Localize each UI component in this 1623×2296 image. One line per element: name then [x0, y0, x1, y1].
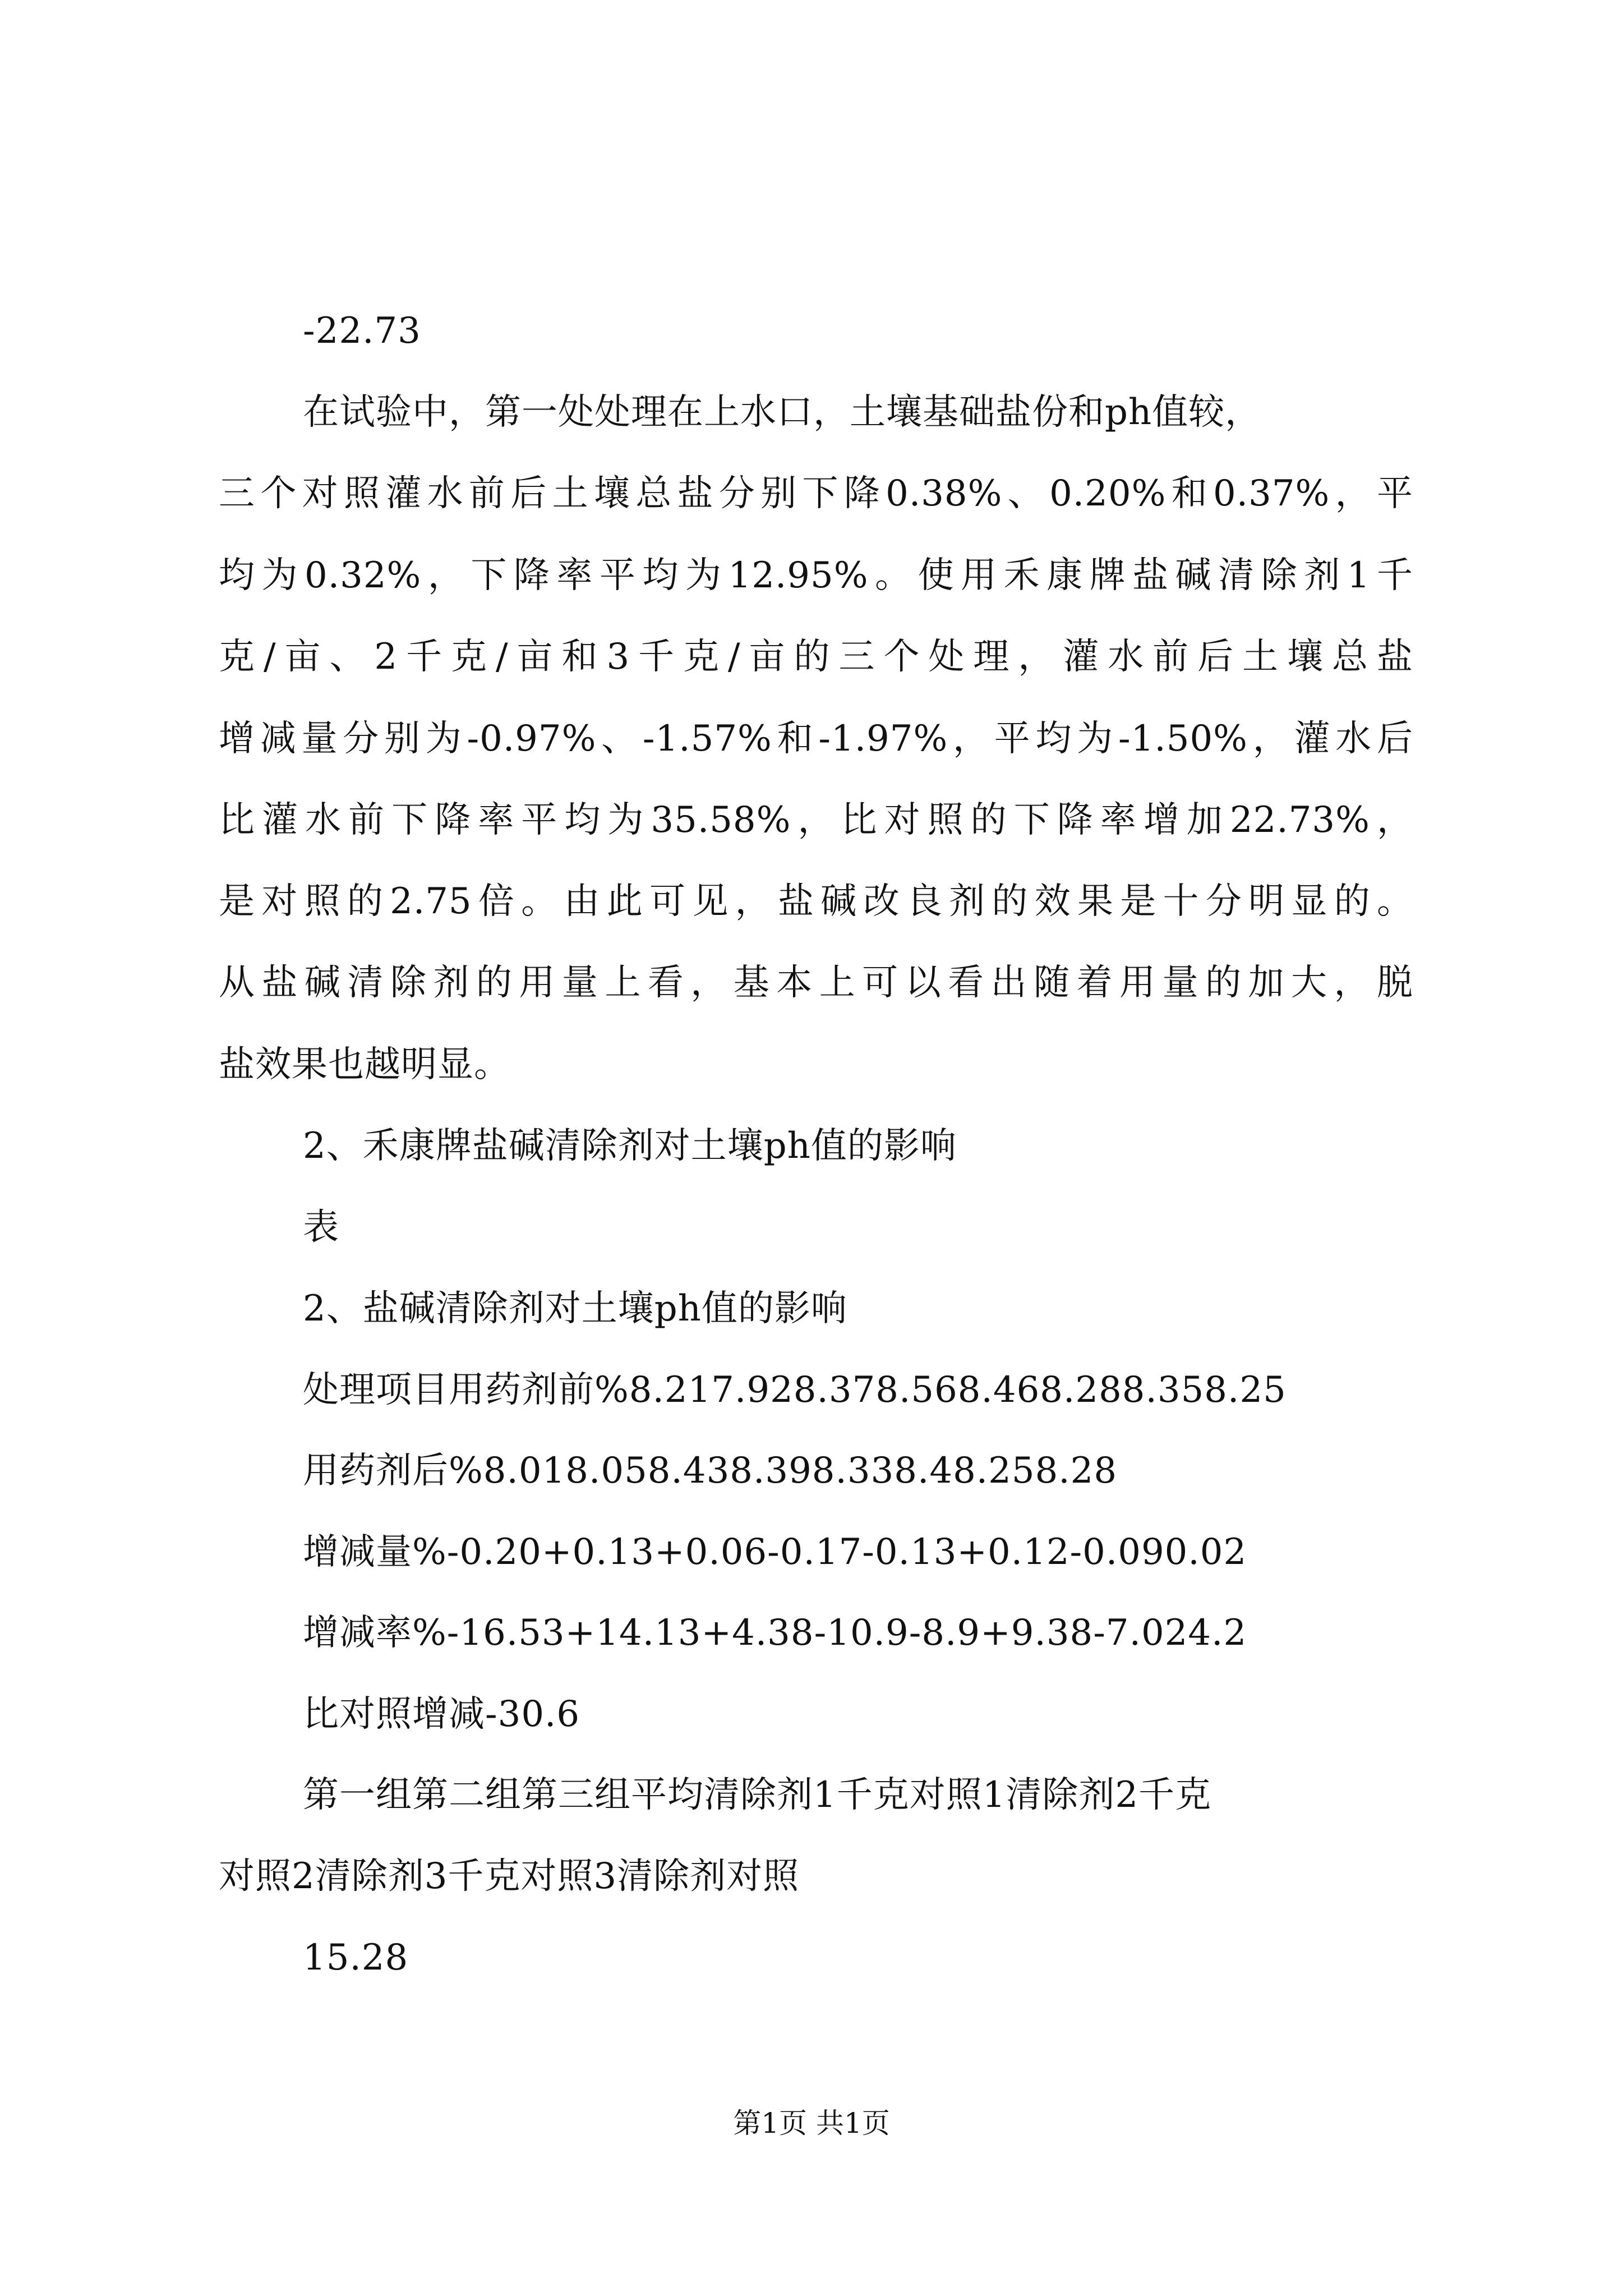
text-line-10: 盐效果也越明显。: [219, 1044, 510, 1085]
page-footer: [0, 2109, 1623, 2137]
text-line-7: 比灌水前下降率平均为35.58%，比对照的下降率增加22.73%，: [219, 799, 1413, 841]
text-line-11: 2、禾康牌盐碱清除剂对土壤ph值的影响: [303, 1125, 957, 1167]
text-line-15: 用药剂后%8.018.058.438.398.338.48.258.28: [303, 1450, 1118, 1492]
text-line-20: 对照2清除剂3千克对照3清除剂对照: [219, 1856, 800, 1897]
text-line-4: 均为0.32%，下降率平均为12.95%。使用禾康牌盐碱清除剂1千: [219, 555, 1413, 596]
text-line-1: -22.73: [303, 310, 421, 352]
text-line-3: 三个对照灌水前后土壤总盐分别下降0.38%、0.20%和0.37%，平: [219, 473, 1413, 514]
text-line-6: 增减量分别为-0.97%、-1.57%和-1.97%，平均为-1.50%，灌水后: [219, 718, 1413, 760]
text-line-2: 在试验中，第一处处理在上水口，土壤基础盐份和ph值较，: [303, 392, 1262, 433]
text-line-9: 从盐碱清除剂的用量上看，基本上可以看出随着用量的加大，脱: [219, 962, 1413, 1004]
text-line-21: 15.28: [303, 1937, 409, 1978]
text-line-12: 表: [303, 1207, 339, 1248]
text-line-19: 第一组第二组第三组平均清除剂1千克对照1清除剂2千克: [303, 1774, 1212, 1816]
text-line-17: 增减率%-16.53+14.13+4.38-10.9-8.9+9.38-7.024.2: [303, 1612, 1247, 1654]
text-line-8: 是对照的2.75倍。由此可见，盐碱改良剂的效果是十分明显的。: [219, 881, 1413, 922]
text-line-14: 处理项目用药剂前%8.217.928.378.568.468.288.358.25: [303, 1369, 1287, 1411]
text-line-13: 2、盐碱清除剂对土壤ph值的影响: [303, 1288, 847, 1329]
text-line-18: 比对照增减-30.6: [303, 1694, 580, 1735]
text-line-16: 增减量%-0.20+0.13+0.06-0.17-0.13+0.12-0.090.02: [303, 1531, 1247, 1573]
text-line-5: 克/亩、2千克/亩和3千克/亩的三个处理，灌水前后土壤总盐: [219, 636, 1413, 678]
page-number-label: 第1页 共1页: [733, 2107, 890, 2139]
